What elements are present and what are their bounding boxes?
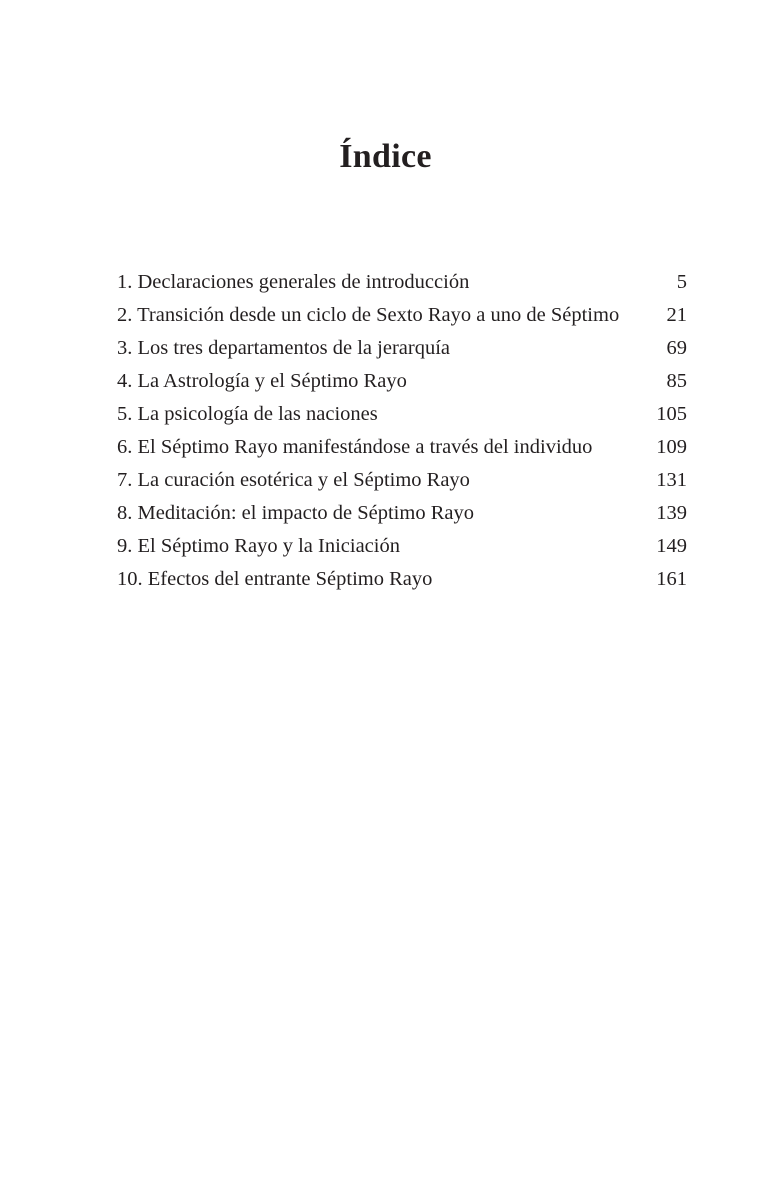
toc-entry-page: 21 [666, 304, 687, 326]
toc-entry-page: 139 [656, 502, 687, 524]
toc-entry-label: 3. Los tres departamentos de la jerarquía [117, 337, 450, 359]
toc-entry [117, 299, 687, 332]
toc-entry [117, 464, 687, 497]
toc-entry [117, 431, 687, 464]
toc-entry-page: 161 [656, 568, 687, 590]
toc-entry-page: 109 [656, 436, 687, 458]
toc-entry-label: 9. El Séptimo Rayo y la Iniciación [117, 535, 400, 557]
toc-entry [117, 266, 687, 299]
toc-entry-label: 5. La psicología de las naciones [117, 403, 378, 425]
toc-entry [117, 332, 687, 365]
toc-entry [117, 497, 687, 530]
toc-entry-page: 105 [656, 403, 687, 425]
toc-entry-page: 69 [666, 337, 687, 359]
toc-entry-page: 85 [666, 370, 687, 392]
page-title: Índice [339, 138, 432, 175]
toc-entry-label: 8. Meditación: el impacto de Séptimo Rayo [117, 502, 474, 524]
toc-entry-page: 149 [656, 535, 687, 557]
toc-entry-label: 2. Transición desde un ciclo de Sexto Rayo a uno de Séptimo [117, 304, 620, 326]
toc-entry [117, 530, 687, 563]
toc-entry-page: 131 [656, 469, 687, 491]
table-of-contents [117, 266, 687, 596]
toc-entry-label: 1. Declaraciones generales de introducción [117, 271, 470, 293]
toc-entry-label: 4. La Astrología y el Séptimo Rayo [117, 370, 407, 392]
toc-entry-label: 7. La curación esotérica y el Séptimo Rayo [117, 469, 470, 491]
toc-entry-label: 6. El Séptimo Rayo manifestándose a través del individuo [117, 436, 593, 458]
toc-entry [117, 365, 687, 398]
toc-entry [117, 398, 687, 431]
toc-entry-label: 10. Efectos del entrante Séptimo Rayo [117, 568, 433, 590]
toc-entry [117, 563, 687, 596]
toc-entry-page: 5 [676, 271, 687, 293]
